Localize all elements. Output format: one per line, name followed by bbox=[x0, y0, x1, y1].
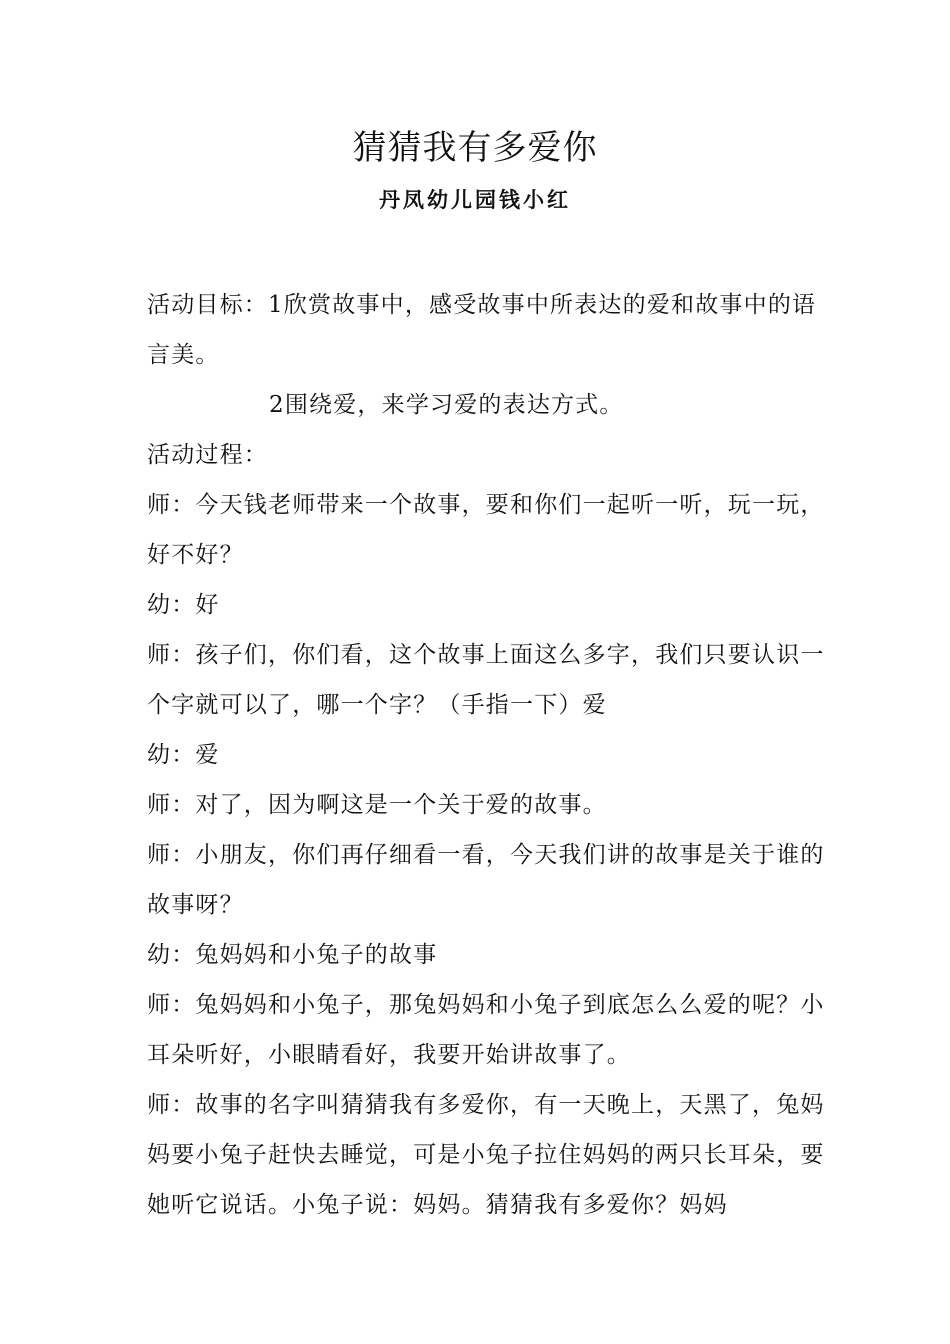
paragraph-process-heading: 活动过程： bbox=[147, 442, 268, 468]
paragraph-dialogue: 师：故事的名字叫猜猜我有多爱你，有一天晚上，天黑了，兔妈妈要小兔子赶快去睡觉，可是小兔子拉住妈妈的两只长耳朵，要她听它说话。小兔子说：妈妈。猜猜我有多爱你？妈妈 bbox=[147, 1092, 825, 1218]
document-title: 猜猜我有多爱你 bbox=[352, 128, 598, 168]
paragraph-dialogue: 幼：爱 bbox=[147, 742, 220, 768]
paragraph-dialogue: 幼：好 bbox=[147, 592, 220, 618]
paragraph-dialogue: 幼：兔妈妈和小兔子的故事 bbox=[147, 942, 438, 968]
paragraph-dialogue: 师：小朋友，你们再仔细看一看，今天我们讲的故事是关于谁的故事呀？ bbox=[147, 842, 825, 918]
paragraph-goal-1: 活动目标：1欣赏故事中，感受故事中所表达的爱和故事中的语言美。 bbox=[147, 292, 817, 368]
paragraph-dialogue: 师：兔妈妈和小兔子，那兔妈妈和小兔子到底怎么么爱的呢？小耳朵听好，小眼睛看好，我要开始讲故事了。 bbox=[147, 992, 825, 1068]
paragraph-dialogue: 师：对了，因为啊这是一个关于爱的故事。 bbox=[147, 792, 607, 818]
document-body bbox=[147, 280, 827, 1230]
paragraph-goal-2: 2围绕爱，来学习爱的表达方式。 bbox=[269, 392, 624, 418]
document-author: 丹凤幼儿园钱小红 bbox=[379, 187, 571, 212]
paragraph-dialogue: 师：孩子们，你们看，这个故事上面这么多字，我们只要认识一个字就可以了，哪一个字？（手指一下）爱 bbox=[147, 642, 825, 718]
paragraph-dialogue: 师：今天钱老师带来一个故事，要和你们一起听一听，玩一玩，好不好？ bbox=[147, 492, 825, 568]
